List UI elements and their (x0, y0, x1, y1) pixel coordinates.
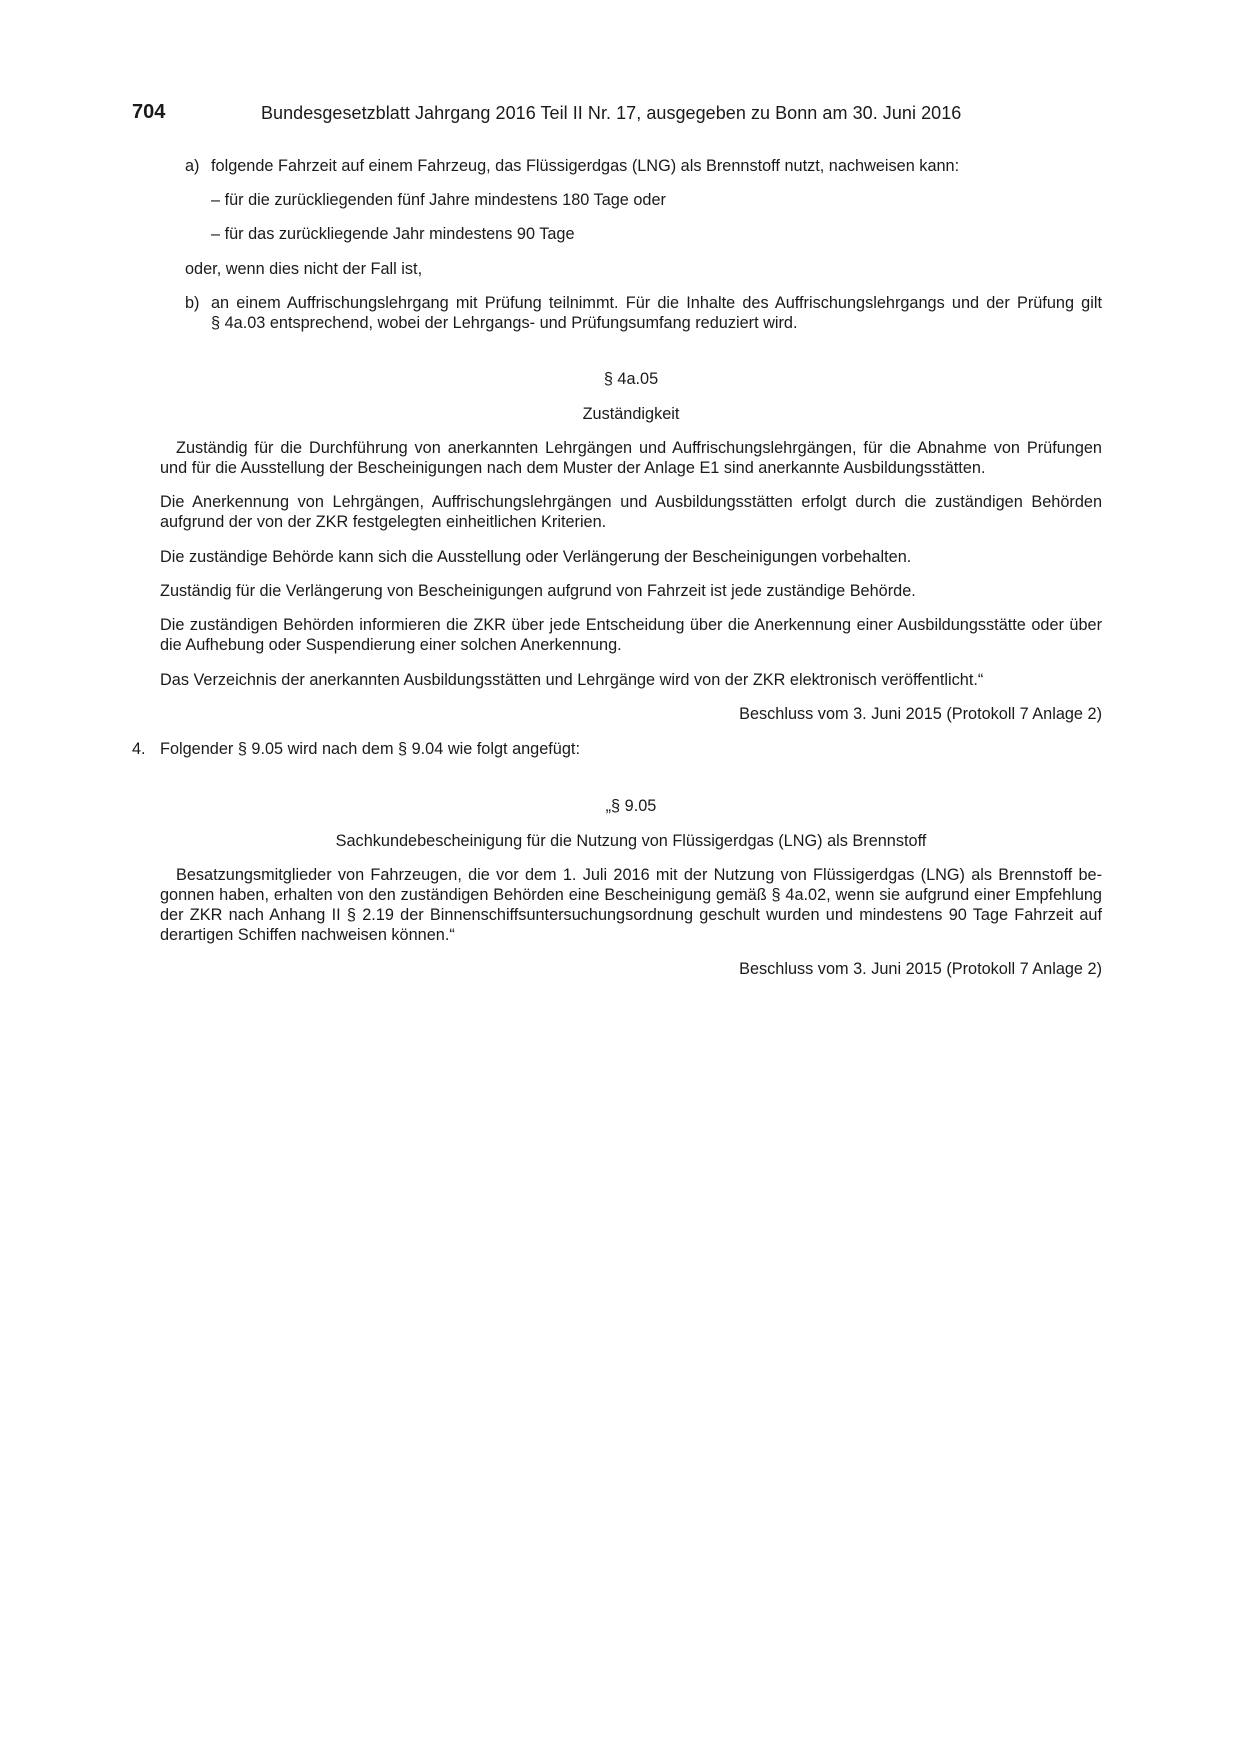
paragraph-6: Das Verzeichnis der anerkannten Ausbildungsstätten und Lehrgänge wird von der ZKR elektronisch veröffentlicht.“ (160, 671, 984, 689)
paragraph-1-line-1: Zuständig für die Durchführung von anerkannten Lehrgängen und Auffrischungslehrgängen, für die Abnahme von Prüfungen (176, 439, 1102, 457)
dash-item-1: – für die zurückliegenden fünf Jahre mindestens 180 Tage oder (211, 191, 666, 209)
item-a-marker: a) (185, 157, 200, 175)
paragraph-5-line-2: die Aufhebung oder Suspendierung einer solchen Anerkennung. (160, 636, 622, 654)
paragraph-2-line-1: Die Anerkennung von Lehrgängen, Auffrischungslehrgängen und Ausbildungsstätten erfolgt durch die zuständigen Behörden (160, 493, 1102, 511)
section-title: Zuständigkeit (582, 405, 680, 423)
section-title-905: Sachkundebescheinigung für die Nutzung von Flüssigerdgas (LNG) als Brennstoff (335, 832, 927, 850)
paragraph-1-line-2: und für die Ausstellung der Bescheinigungen nach dem Muster der Anlage E1 sind anerkannte Ausbildungsstätten. (160, 459, 986, 477)
or-line: oder, wenn dies nicht der Fall ist, (185, 260, 423, 278)
paragraph-905-line-1: Besatzungsmitglieder von Fahrzeugen, die vor dem 1. Juli 2016 mit der Nutzung von Flüssigerdgas (LNG) als Brennstoff be- (176, 866, 1102, 884)
paragraph-905-line-2: gonnen haben, erhalten von den zuständigen Behörden eine Bescheinigung gemäß § 4a.02, wenn sie aufgrund einer Empfehlung (160, 886, 1102, 904)
section-number-905: „§ 9.05 (605, 797, 657, 815)
paragraph-905-line-4: derartigen Schiffen nachweisen können.“ (160, 926, 455, 944)
item-a-text: folgende Fahrzeit auf einem Fahrzeug, das Flüssigerdgas (LNG) als Brennstoff nutzt, nachweisen kann: (211, 157, 960, 175)
item-b-line-1: an einem Auffrischungslehrgang mit Prüfung teilnimmt. Für die Inhalte des Auffrischungslehrgangs und der Prüfung gilt (211, 294, 1102, 312)
decision-note: Beschluss vom 3. Juni 2015 (Protokoll 7 Anlage 2) (739, 705, 1102, 723)
paragraph-2-line-2: aufgrund der von der ZKR festgelegten einheitlichen Kriterien. (160, 513, 607, 531)
paragraph-5-line-1: Die zuständigen Behörden informieren die ZKR über jede Entscheidung über die Anerkennung einer Ausbildungsstätte oder über (160, 616, 1102, 634)
paragraph-905-line-3: der ZKR nach Anhang II § 2.19 der Binnenschiffsuntersuchungsordnung geschult wurden und mindestens 90 Tage Fahrzeit auf (160, 906, 1102, 924)
item-4-marker: 4. (132, 740, 146, 758)
paragraph-3: Die zuständige Behörde kann sich die Ausstellung oder Verlängerung der Bescheinigungen vorbehalten. (160, 548, 912, 566)
paragraph-4: Zuständig für die Verlängerung von Bescheinigungen aufgrund von Fahrzeit ist jede zuständige Behörde. (160, 582, 916, 600)
item-b-line-2: § 4a.03 entsprechend, wobei der Lehrgangs- und Prüfungsumfang reduziert wird. (211, 314, 798, 332)
item-b-marker: b) (185, 294, 200, 312)
decision-note-905: Beschluss vom 3. Juni 2015 (Protokoll 7 Anlage 2) (739, 960, 1102, 978)
dash-item-2: – für das zurückliegende Jahr mindestens 90 Tage (211, 225, 575, 243)
page-number: 704 (132, 101, 166, 123)
item-4-text: Folgender § 9.05 wird nach dem § 9.04 wie folgt angefügt: (160, 740, 580, 758)
page-header-title: Bundesgesetzblatt Jahrgang 2016 Teil II Nr. 17, ausgegeben zu Bonn am 30. Juni 2016 (261, 103, 962, 123)
section-number: § 4a.05 (603, 370, 659, 388)
